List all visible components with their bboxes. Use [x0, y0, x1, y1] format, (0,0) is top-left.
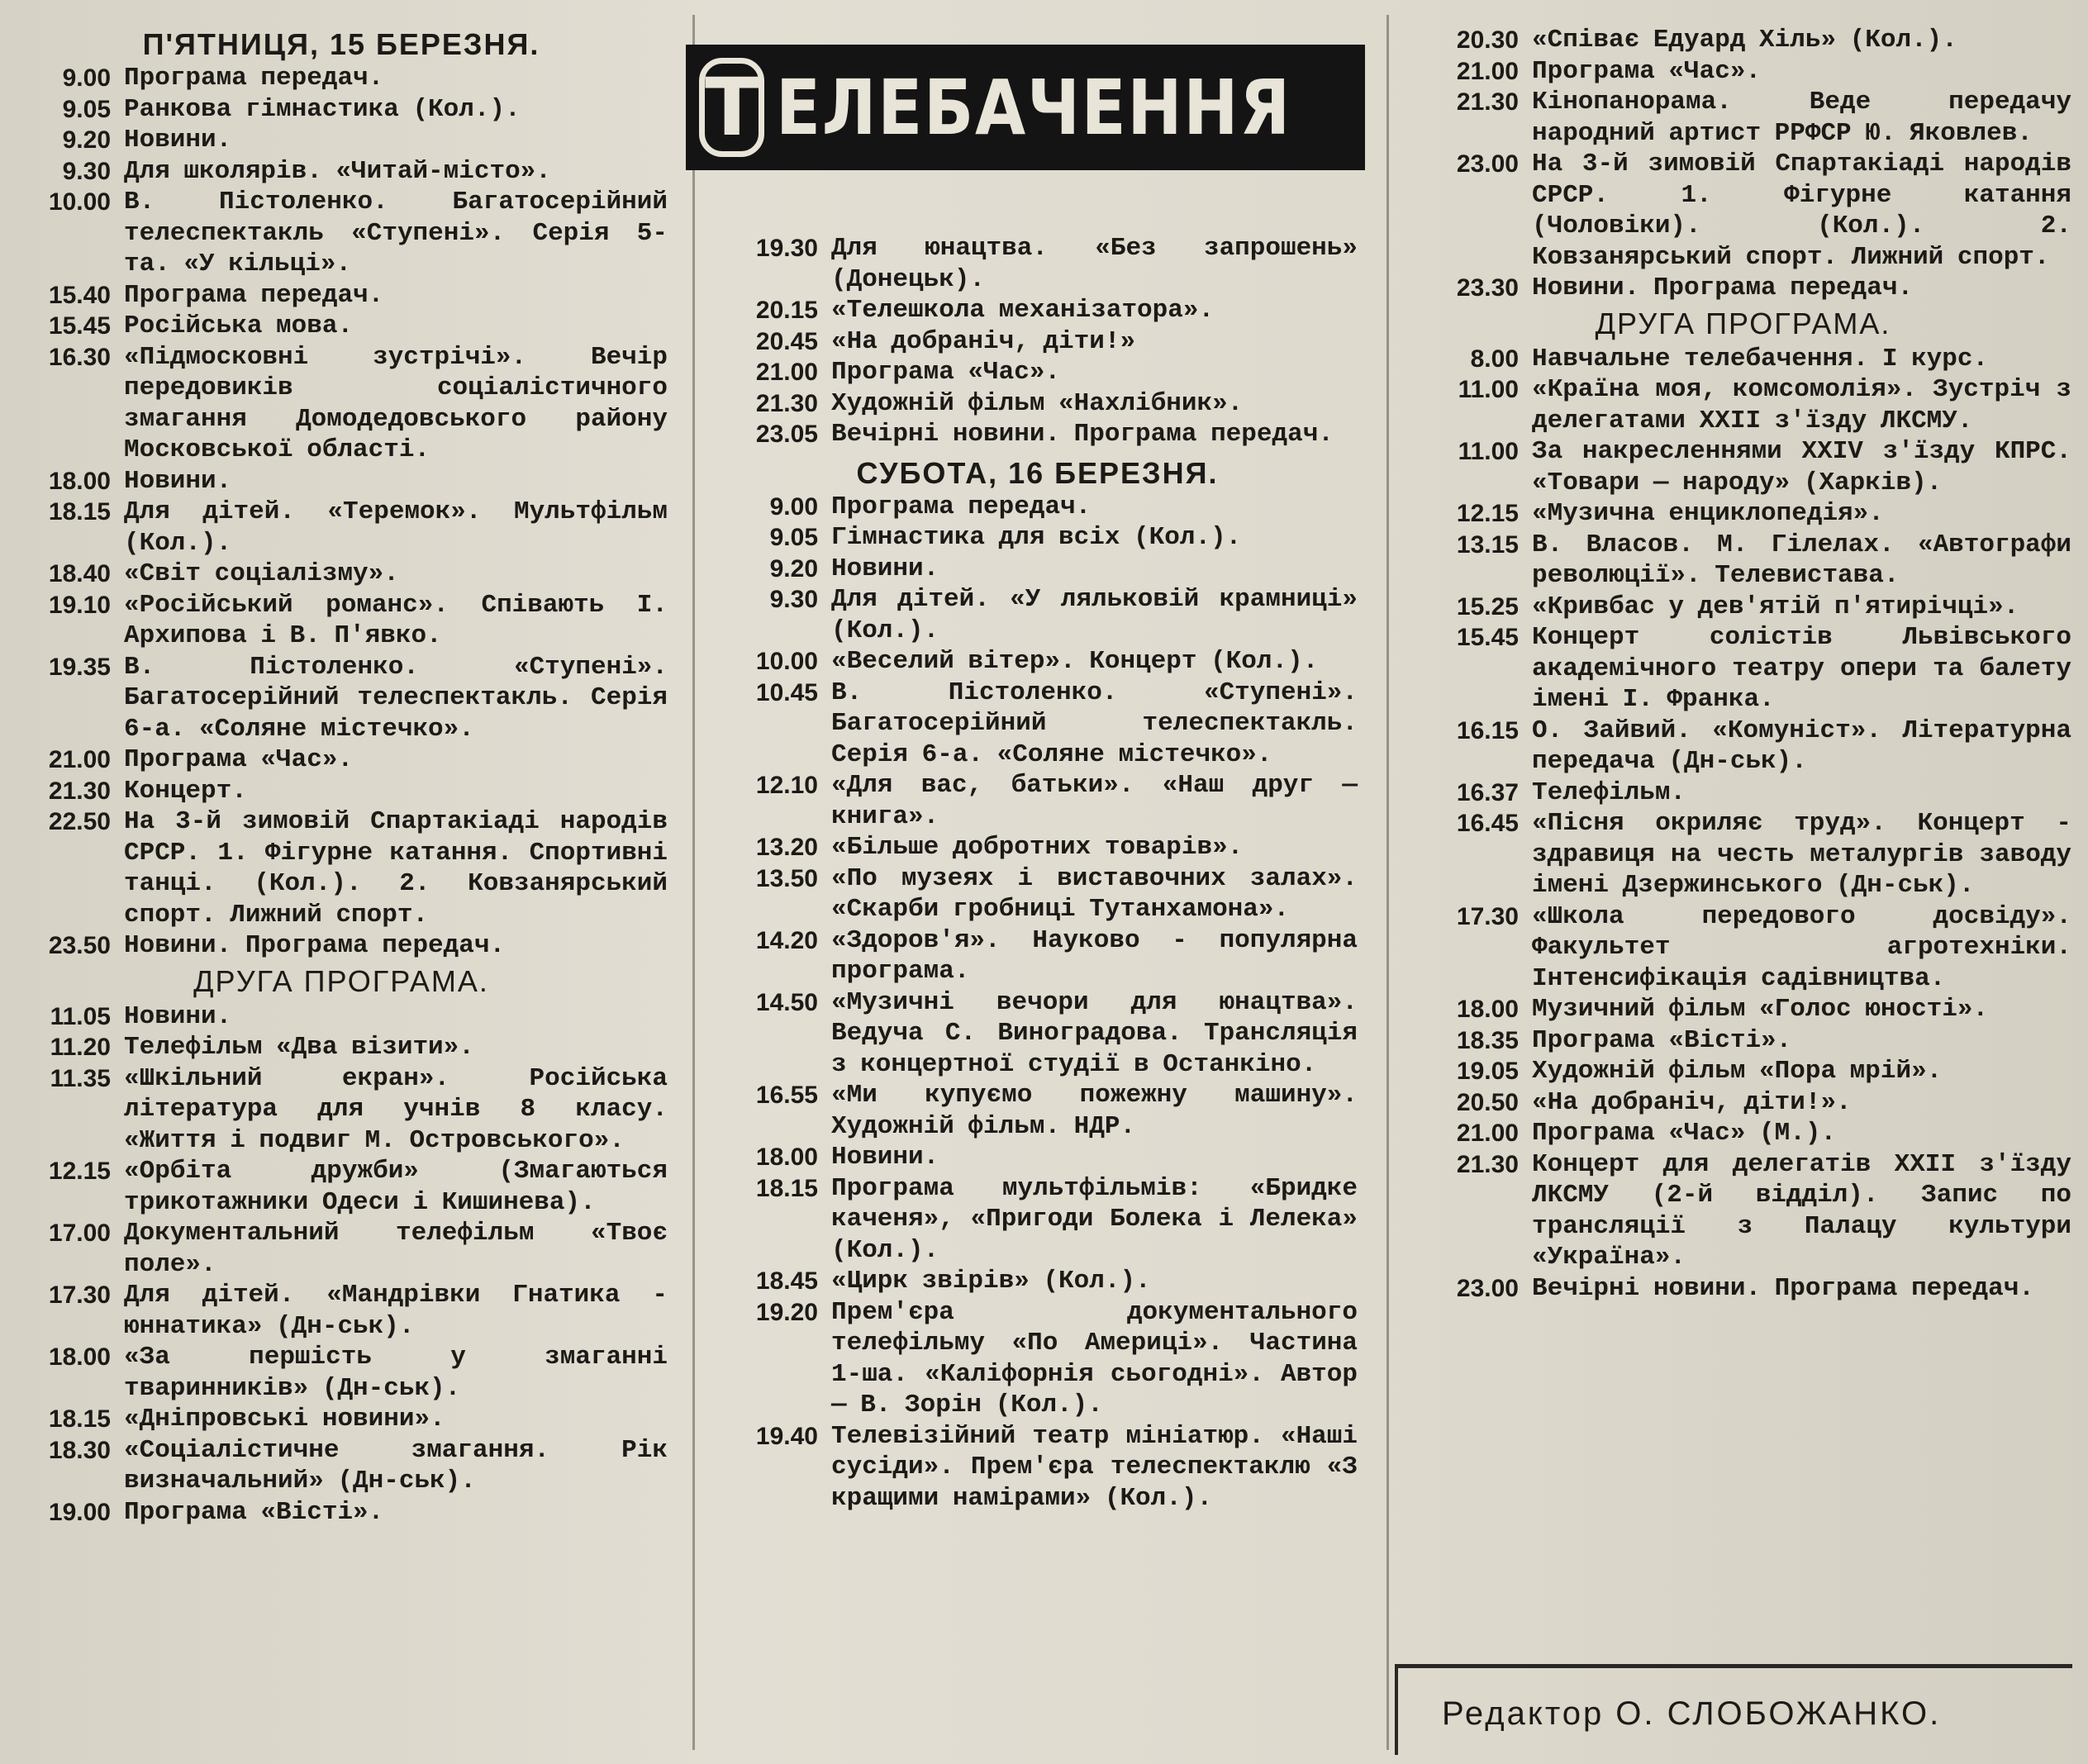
schedule-entry [717, 554, 1358, 585]
schedule-entry [717, 584, 1358, 646]
schedule-entry [1415, 56, 2071, 88]
schedule-entry [15, 156, 668, 188]
entry-time: 19.40 [755, 1422, 818, 1450]
schedule-entry [1415, 1118, 2071, 1149]
entry-title: Для юнацтва. «Без запрошень» (Донецьк). [831, 234, 1358, 294]
entry-time: 21.00 [755, 359, 818, 386]
entry-title: «Орбіта дружби» (Змагаються трикотажники Одеси і Кишинева). [124, 1157, 668, 1217]
entry-time: 20.45 [755, 327, 818, 355]
entry-time: 15.25 [1456, 592, 1519, 620]
schedule-entry [717, 233, 1358, 295]
entry-title: Програма «Час». [124, 745, 354, 774]
entry-title: Телевізійний театр мініатюр. «Наші сусіди». Прем'єра телеспектаклю «З кращими намірами» (Кол.). [831, 1421, 1358, 1513]
entry-time: 23.00 [1456, 150, 1519, 178]
entry-time: 13.15 [1456, 530, 1519, 559]
schedule-entry [15, 590, 668, 652]
schedule-entry [1415, 1087, 2071, 1119]
schedule-entry [717, 1173, 1358, 1267]
schedule-entry [717, 492, 1358, 523]
schedule-entry [1415, 777, 2071, 809]
schedule-entry [1415, 901, 2071, 995]
schedule-entry [15, 497, 668, 559]
schedule-list [1415, 25, 2071, 304]
schedule-entry [717, 1421, 1358, 1514]
schedule-list [717, 233, 1358, 450]
entry-time: 18.35 [1456, 1026, 1519, 1054]
entry-time: 21.30 [1456, 88, 1519, 116]
schedule-entry [15, 1280, 668, 1342]
schedule-entry [717, 1080, 1358, 1142]
entry-time: 18.00 [48, 1343, 111, 1371]
entry-title: Концерт. [124, 776, 247, 806]
entry-title: Навчальне телебачення. І курс. [1532, 344, 1989, 373]
entry-title: Документальний телефільм «Твоє поле». [124, 1219, 668, 1279]
entry-time: 17.30 [1456, 902, 1519, 930]
entry-title: Для школярів. «Читай-місто». [124, 156, 551, 186]
entry-time: 19.00 [48, 1498, 111, 1526]
schedule-entry [15, 559, 668, 590]
entry-time: 16.55 [755, 1082, 818, 1109]
entry-time: 15.45 [1456, 624, 1519, 651]
schedule-entry [717, 357, 1358, 388]
entry-title: Програма «Час». [1532, 56, 1762, 86]
entry-time: 10.45 [755, 678, 818, 706]
entry-time: 20.50 [1456, 1088, 1519, 1116]
schedule-entry [15, 1342, 668, 1404]
entry-title: «Більше добротних товарів». [831, 833, 1244, 862]
entry-title: Програма «Час». [831, 358, 1061, 387]
schedule-entry [1415, 1056, 2071, 1087]
entry-title: Новини. [124, 1001, 232, 1031]
schedule-entry [1415, 374, 2071, 436]
schedule-entry [15, 1032, 668, 1063]
schedule-entry [717, 419, 1358, 450]
entry-time: 9.00 [62, 64, 111, 92]
entry-time: 11.00 [1458, 376, 1519, 403]
schedule-entry [1415, 25, 2071, 56]
entry-time: 18.15 [48, 1405, 111, 1433]
program-heading: ДРУГА ПРОГРАМА. [193, 963, 489, 998]
entry-time: 18.00 [755, 1144, 818, 1171]
entry-title: «Країна моя, комсомолія». Зустріч з делегатами XXII з'їзду ЛКСМУ. [1532, 375, 2071, 435]
entry-title: Концерт для делегатів XXII з'їзду ЛКСМУ (2-й відділ). Запис по трансляції з Палацу культури «Україна». [1532, 1149, 2071, 1272]
entry-time: 17.30 [48, 1281, 111, 1309]
schedule-entry [15, 187, 668, 280]
column-friday [15, 28, 668, 1528]
schedule-entry [1415, 808, 2071, 901]
entry-title: «Світ соціалізму». [124, 559, 399, 588]
entry-title: В. Пістоленко. Багатосерійний телеспектакль «Ступені». Серія 5-та. «У кільці». [124, 188, 668, 278]
entry-title: Для дітей. «Мандрівки Гнатика - юннатика» (Дн-ськ). [124, 1281, 668, 1341]
schedule-entry [15, 1497, 668, 1529]
entry-time: 20.30 [1456, 26, 1519, 54]
schedule-entry [1415, 716, 2071, 777]
entry-time: 14.20 [755, 926, 818, 954]
entry-title: Новини. [831, 554, 939, 583]
schedule-entry [1415, 1025, 2071, 1057]
entry-title: Новини. [124, 126, 232, 155]
schedule-entry [1415, 149, 2071, 273]
logo-letter: Т [705, 61, 759, 154]
schedule-entry [1415, 344, 2071, 375]
entry-title: «Веселий вітер». Концерт (Кол.). [831, 647, 1319, 676]
schedule-entry [15, 1063, 668, 1157]
schedule-entry [15, 1435, 668, 1497]
entry-time: 22.50 [48, 808, 111, 835]
entry-title: Російська мова. [124, 311, 354, 340]
entry-time: 18.40 [48, 560, 111, 587]
entry-time: 12.10 [755, 772, 818, 799]
schedule-entry [1415, 498, 2071, 530]
entry-title: За накресленнями XXIV з'їзду КПРС. «Товари — народу» (Харків). [1532, 437, 2071, 497]
entry-time: 9.20 [769, 554, 818, 582]
entry-title: Програма «Вісті». [124, 1497, 384, 1527]
entry-time: 19.30 [755, 235, 818, 262]
entry-title: Музичний фільм «Голос юності». [1532, 995, 1989, 1024]
entry-time: 11.20 [50, 1034, 111, 1061]
schedule-entry [1415, 592, 2071, 623]
entry-time: 15.40 [48, 281, 111, 309]
program-heading: ДРУГА ПРОГРАМА. [1595, 306, 1891, 340]
entry-time: 10.00 [48, 188, 111, 216]
entry-title: Новини. [831, 1143, 939, 1172]
entry-time: 8.00 [1470, 345, 1519, 373]
schedule-entry [717, 925, 1358, 987]
schedule-entry [1415, 273, 2071, 304]
entry-title: «Співає Едуард Хіль» (Кол.). [1532, 26, 1957, 55]
entry-title: «Для вас, батьки». «Наш друг — книга». [831, 771, 1358, 831]
schedule-entry [1415, 436, 2071, 498]
schedule-entry [15, 776, 668, 807]
entry-time: 15.45 [48, 312, 111, 340]
schedule-entry [1415, 622, 2071, 716]
schedule-entry [717, 1297, 1358, 1421]
schedule-entry [717, 678, 1358, 771]
entry-time: 23.00 [1456, 1274, 1519, 1302]
entry-title: «Шкільний екран». Російська література для учнів 8 класу. «Життя і подвиг М. Островського». [124, 1063, 668, 1155]
entry-title: «Ми купуємо пожежну машину». Художній фільм. НДР. [831, 1081, 1358, 1141]
schedule-entry [15, 1404, 668, 1435]
entry-title: «Цирк звірів» (Кол.). [831, 1267, 1151, 1296]
schedule-entry [15, 311, 668, 342]
schedule-entry [717, 1266, 1358, 1297]
entry-time: 11.00 [1458, 438, 1519, 465]
entry-time: 13.50 [755, 864, 818, 892]
entry-time: 9.00 [769, 492, 818, 521]
entry-title: «Пісня окриляє труд». Концерт - здравиця на честь металургів заводу імені Дзержинського (Дн-ськ). [1532, 809, 2071, 900]
schedule-entry [15, 652, 668, 745]
schedule-entry [717, 522, 1358, 554]
entry-title: «На добраніч, діти!» [831, 326, 1136, 356]
entry-time: 16.37 [1456, 778, 1519, 806]
entry-title: Програма мультфільмів: «Бридке каченя», «Пригоди Болека і Лелека» (Кол.). [831, 1173, 1358, 1265]
schedule-list [717, 492, 1358, 1514]
entry-title: Кінопанорама. Веде передачу народний артист РРФСР Ю. Яковлев. [1532, 88, 2071, 148]
entry-time: 23.05 [755, 421, 818, 448]
entry-title: Програма передач. [124, 280, 384, 310]
column-middle [717, 233, 1358, 1514]
entry-title: Ранкова гімнастика (Кол.). [124, 94, 521, 124]
column-right [1415, 25, 2071, 1304]
entry-time: 21.30 [1456, 1150, 1519, 1178]
entry-time: 11.05 [50, 1002, 111, 1030]
entry-time: 13.20 [755, 834, 818, 861]
entry-time: 18.45 [755, 1267, 818, 1295]
entry-time: 10.00 [755, 648, 818, 675]
schedule-entry [15, 466, 668, 497]
entry-title: Для дітей. «У ляльковій крамниці» (Кол.). [831, 585, 1358, 645]
entry-time: 21.00 [48, 746, 111, 773]
schedule-entry [15, 930, 668, 962]
entry-title: «Здоров'я». Науково - популярна програма. [831, 925, 1358, 986]
column-divider [692, 15, 695, 1750]
entry-title: Прем'єра документального телефільму «По Америці». Частина 1-ша. «Каліфорнія сьогодні». Автор — В. Зорін (Кол.). [831, 1297, 1358, 1419]
entry-time: 18.00 [48, 467, 111, 495]
entry-time: 18.15 [48, 498, 111, 525]
schedule-entry [15, 280, 668, 311]
schedule-list [15, 63, 668, 962]
entry-time: 19.10 [48, 591, 111, 619]
editor-credit: Редактор О. СЛОБОЖАНКО. [1442, 1695, 1942, 1732]
schedule-entry [15, 1156, 668, 1218]
entry-title: «По музеях і виставочних залах». «Скарби гробниці Тутанхамона». [831, 863, 1358, 924]
entry-time: 11.35 [50, 1064, 111, 1092]
entry-title: В. Власов. М. Гілелах. «Автографи революції». Телевистава. [1532, 530, 2071, 590]
schedule-entry [717, 863, 1358, 925]
masthead-title: ЕЛЕБАЧЕННЯ [776, 63, 1292, 152]
schedule-entry [1415, 1149, 2071, 1273]
entry-title: О. Зайвий. «Комуніст». Літературна передача (Дн-ськ). [1532, 716, 2071, 776]
entry-title: Для дітей. «Теремок». Мультфільм (Кол.). [124, 497, 668, 558]
schedule-entry [15, 125, 668, 156]
entry-title: «Соціалістичне змагання. Рік визначальний» (Дн-ськ). [124, 1435, 668, 1495]
entry-time: 16.30 [48, 343, 111, 371]
entry-title: На 3-й зимовій Спартакіаді народів СРСР. 1. Фігурне катання (Чоловіки). (Кол.). 2. Ковзанярський спорт. Лижний спорт. [1532, 150, 2071, 272]
schedule-entry [15, 63, 668, 94]
entry-time: 19.05 [1456, 1058, 1519, 1085]
day-heading: П'ЯТНИЦЯ, 15 БЕРЕЗНЯ. [142, 27, 540, 61]
entry-time: 18.00 [1456, 996, 1519, 1023]
entry-title: Програма «Час» (М.). [1532, 1119, 1837, 1148]
schedule-entry [717, 1142, 1358, 1173]
entry-time: 16.15 [1456, 716, 1519, 744]
entry-title: Вечірні новини. Програма передач. [1532, 1273, 2034, 1303]
schedule-entry [717, 388, 1358, 420]
schedule-entry [15, 744, 668, 776]
schedule-entry [15, 342, 668, 466]
entry-time: 21.30 [48, 777, 111, 805]
entry-time: 9.30 [62, 157, 111, 185]
column-divider [1386, 15, 1389, 1750]
entry-title: «Музичні вечори для юнацтва». Ведуча С. Виноградова. Трансляція з концертної студії в Останкіно. [831, 987, 1358, 1079]
schedule-entry [1415, 994, 2071, 1025]
entry-time: 9.05 [769, 524, 818, 551]
schedule-entry [15, 1218, 668, 1280]
entry-title: «На добраніч, діти!». [1532, 1087, 1852, 1117]
entry-title: Новини. Програма передач. [1532, 273, 1914, 302]
schedule-entry [717, 646, 1358, 678]
entry-title: Програма «Вісті». [1532, 1025, 1792, 1055]
entry-title: Новини. [124, 466, 232, 496]
entry-time: 21.00 [1456, 57, 1519, 85]
entry-title: «За першість у змаганні тваринників» (Дн-ськ). [124, 1343, 668, 1403]
schedule-list [1415, 344, 2071, 1305]
entry-title: «Підмосковні зустрічі». Вечір передовиків соціалістичного змагання Домодедовського району Московської області. [124, 342, 668, 464]
entry-time: 20.15 [755, 297, 818, 324]
schedule-entry [15, 94, 668, 126]
entry-title: «Музична енциклопедія». [1532, 499, 1884, 528]
entry-title: «Кривбас у дев'ятій п'ятирічці». [1532, 592, 2019, 621]
entry-time: 19.20 [755, 1298, 818, 1326]
entry-time: 18.15 [755, 1174, 818, 1202]
entry-time: 23.50 [48, 932, 111, 959]
schedule-entry [717, 770, 1358, 832]
entry-title: В. Пістоленко. «Ступені». Багатосерійний телеспектакль. Серія 6-а. «Соляне містечко». [831, 678, 1358, 769]
entry-title: Гімнастика для всіх (Кол.). [831, 523, 1242, 552]
entry-time: 18.30 [48, 1436, 111, 1464]
schedule-entry [15, 806, 668, 930]
tv-logo [699, 58, 764, 157]
entry-title: «Телешкола механізатора». [831, 296, 1215, 325]
entry-title: Художній фільм «Нахлібник». [831, 388, 1244, 418]
entry-time: 14.50 [755, 988, 818, 1016]
schedule-entry [717, 832, 1358, 863]
schedule-entry [717, 326, 1358, 358]
entry-title: «Російський романс». Співають І. Архипова і В. П'явко. [124, 590, 668, 650]
schedule-entry [717, 295, 1358, 326]
entry-title: Вечірні новини. Програма передач. [831, 420, 1334, 449]
schedule-entry [15, 1001, 668, 1033]
entry-title: Програма передач. [124, 64, 384, 93]
entry-title: На 3-й зимовій Спартакіаді народів СРСР. 1. Фігурне катання. Спортивні танці. (Кол.). 2. Ковзанярський спорт. Лижний спорт. [124, 807, 668, 930]
entry-time: 9.30 [769, 586, 818, 613]
schedule-entry [1415, 530, 2071, 592]
entry-title: Телефільм. [1532, 777, 1686, 807]
entry-time: 16.45 [1456, 810, 1519, 837]
entry-title: Концерт солістів Львівського академічного театру опери та балету імені І. Франка. [1532, 623, 2071, 714]
entry-title: «Дніпровські новини». [124, 1405, 445, 1434]
schedule-entry [1415, 1273, 2071, 1305]
entry-time: 23.30 [1456, 274, 1519, 302]
schedule-list [15, 1001, 668, 1529]
entry-title: Телефільм «Два візити». [124, 1033, 474, 1062]
entry-title: Програма передач. [831, 492, 1092, 521]
entry-title: «Школа передового досвіду». Факультет агротехніки. Інтенсифікація садівництва. [1532, 901, 2071, 993]
entry-time: 9.20 [62, 126, 111, 154]
entry-time: 12.15 [48, 1158, 111, 1185]
entry-time: 9.05 [62, 95, 111, 123]
entry-time: 19.35 [48, 653, 111, 681]
masthead [686, 45, 1365, 170]
schedule-entry [717, 987, 1358, 1081]
entry-time: 21.30 [755, 389, 818, 417]
entry-title: Новини. Програма передач. [124, 931, 506, 960]
entry-time: 21.00 [1456, 1120, 1519, 1147]
entry-time: 12.15 [1456, 500, 1519, 527]
entry-title: Художній фільм «Пора мрій». [1532, 1057, 1943, 1086]
entry-title: В. Пістоленко. «Ступені». Багатосерійний телеспектакль. Серія 6-а. «Соляне містечко». [124, 652, 668, 744]
schedule-entry [1415, 87, 2071, 149]
day-heading: СУБОТА, 16 БЕРЕЗНЯ. [856, 455, 1219, 490]
entry-time: 17.00 [48, 1220, 111, 1247]
